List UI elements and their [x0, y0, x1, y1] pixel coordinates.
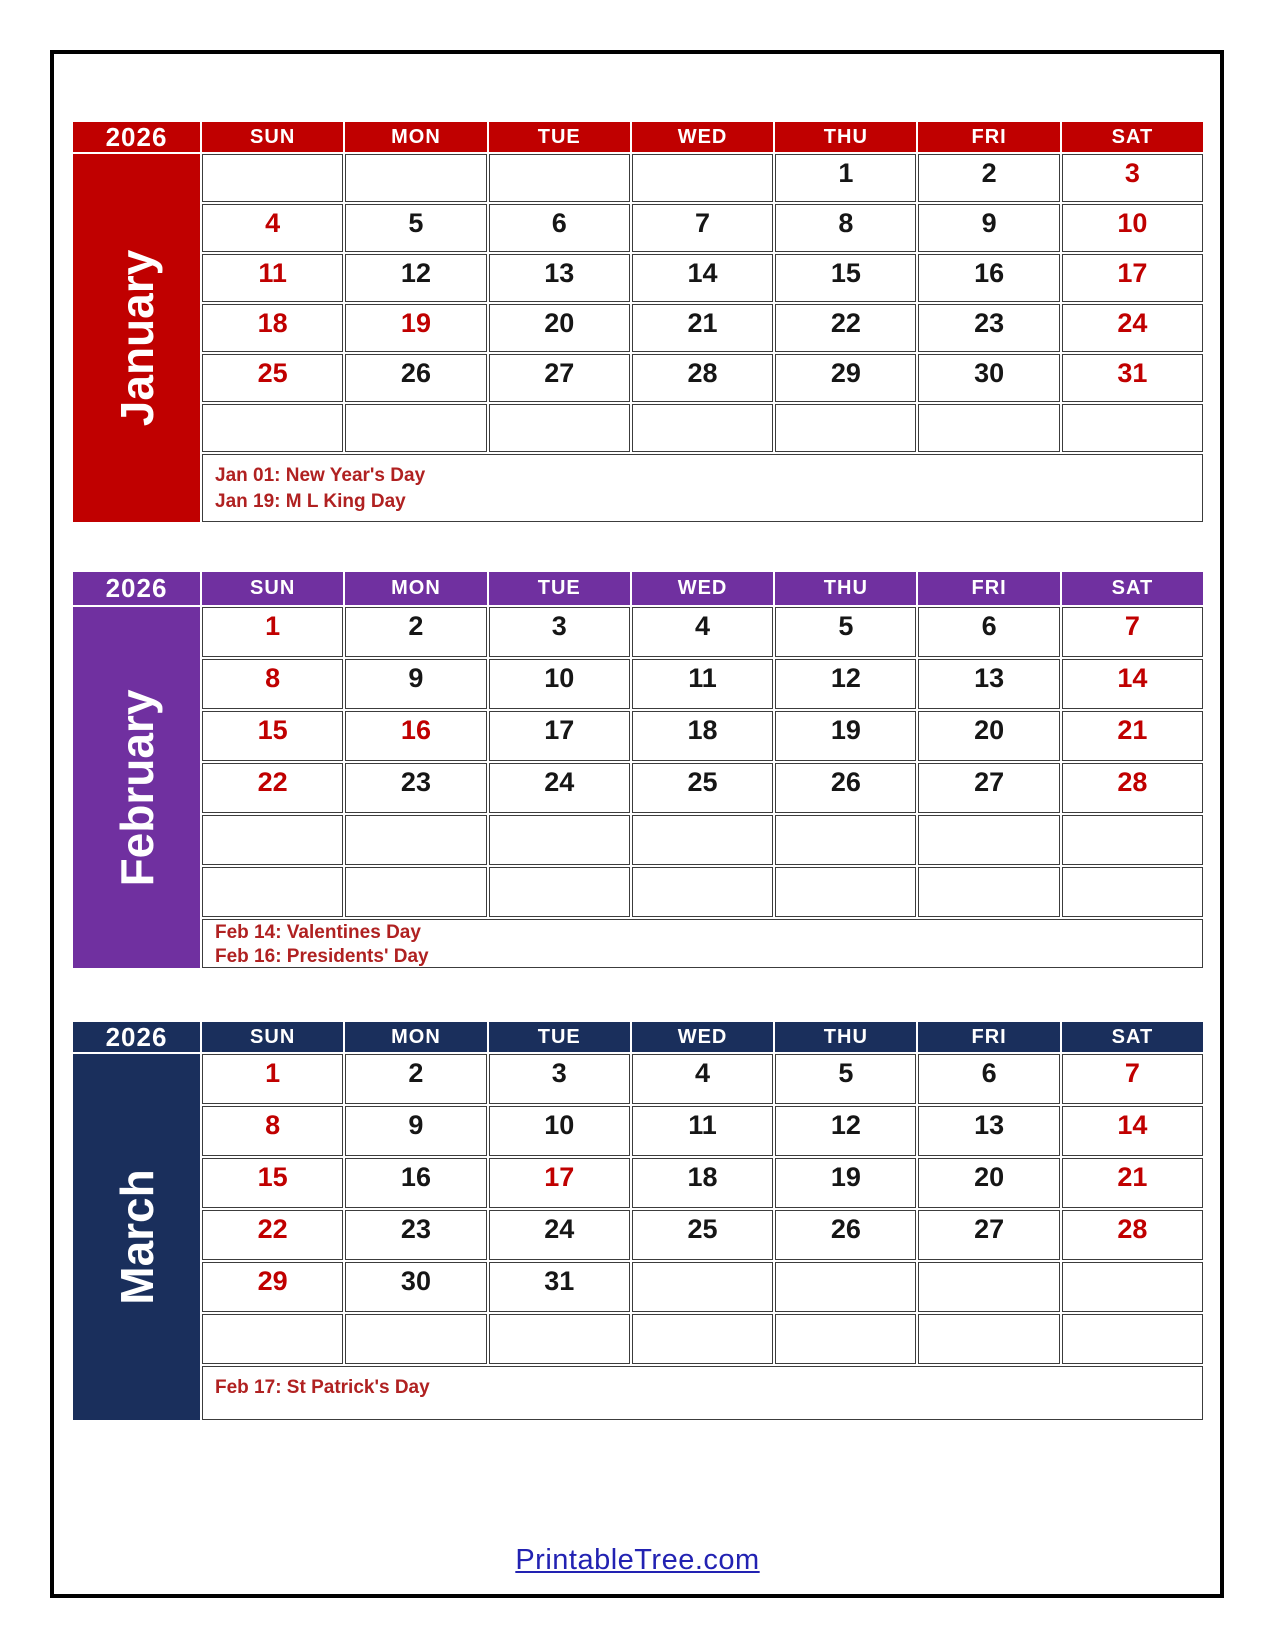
date-cell: 6 — [489, 204, 630, 252]
date-cell: 21 — [1062, 711, 1203, 761]
date-cell: 19 — [775, 1158, 916, 1208]
calendar-grid-january — [73, 122, 1205, 522]
date-cell: 4 — [202, 204, 343, 252]
day-header-wed: WED — [632, 572, 773, 605]
date-cell: 1 — [202, 607, 343, 657]
month-january — [73, 122, 1205, 522]
date-cell: 2 — [345, 1054, 486, 1104]
date-cell: 29 — [202, 1262, 343, 1312]
empty-date-cell — [918, 1262, 1059, 1312]
date-cell: 20 — [489, 304, 630, 352]
date-cell: 30 — [345, 1262, 486, 1312]
empty-date-cell — [632, 154, 773, 202]
year-cell-february: 2026 — [73, 572, 200, 605]
date-cell: 6 — [918, 607, 1059, 657]
date-cell: 16 — [918, 254, 1059, 302]
date-cell: 18 — [632, 1158, 773, 1208]
date-cell: 21 — [632, 304, 773, 352]
date-cell: 26 — [775, 763, 916, 813]
empty-date-cell — [775, 1262, 916, 1312]
empty-date-cell — [489, 154, 630, 202]
holiday-notes — [202, 1366, 1203, 1420]
empty-date-cell — [345, 867, 486, 917]
date-cell: 18 — [202, 304, 343, 352]
date-cell: 20 — [918, 711, 1059, 761]
empty-date-cell — [632, 404, 773, 452]
date-cell: 11 — [632, 659, 773, 709]
empty-date-cell — [775, 404, 916, 452]
empty-date-cell — [489, 1314, 630, 1364]
day-header-sat: SAT — [1062, 1022, 1203, 1052]
date-cell: 10 — [1062, 204, 1203, 252]
date-cell: 18 — [632, 711, 773, 761]
date-cell: 10 — [489, 659, 630, 709]
empty-date-cell — [1062, 1262, 1203, 1312]
date-cell: 25 — [632, 1210, 773, 1260]
date-cell: 23 — [345, 1210, 486, 1260]
day-header-sun: SUN — [202, 572, 343, 605]
empty-date-cell — [775, 867, 916, 917]
month-name-sidebar — [73, 1054, 200, 1420]
empty-date-cell — [918, 1314, 1059, 1364]
date-cell: 4 — [632, 607, 773, 657]
month-name-sidebar — [73, 607, 200, 968]
date-cell: 15 — [775, 254, 916, 302]
empty-date-cell — [202, 815, 343, 865]
day-header-mon: MON — [345, 1022, 486, 1052]
date-cell: 26 — [775, 1210, 916, 1260]
date-cell: 29 — [775, 354, 916, 402]
date-cell: 9 — [345, 1106, 486, 1156]
day-header-tue: TUE — [489, 1022, 630, 1052]
date-cell: 19 — [775, 711, 916, 761]
date-cell: 20 — [918, 1158, 1059, 1208]
date-cell: 26 — [345, 354, 486, 402]
empty-date-cell — [202, 154, 343, 202]
date-cell: 14 — [632, 254, 773, 302]
footer-link[interactable]: PrintableTree.com — [515, 1544, 760, 1576]
date-cell: 3 — [489, 607, 630, 657]
day-header-fri: FRI — [918, 122, 1059, 152]
month-name-label: March — [110, 1169, 163, 1305]
day-header-sun: SUN — [202, 122, 343, 152]
date-cell: 2 — [345, 607, 486, 657]
month-march — [73, 1022, 1205, 1420]
date-cell: 6 — [918, 1054, 1059, 1104]
day-header-thu: THU — [775, 572, 916, 605]
date-cell: 3 — [489, 1054, 630, 1104]
day-header-mon: MON — [345, 122, 486, 152]
empty-date-cell — [775, 1314, 916, 1364]
date-cell: 14 — [1062, 659, 1203, 709]
date-cell: 22 — [202, 1210, 343, 1260]
day-header-sat: SAT — [1062, 572, 1203, 605]
empty-date-cell — [489, 404, 630, 452]
empty-date-cell — [202, 404, 343, 452]
empty-date-cell — [345, 404, 486, 452]
date-cell: 5 — [345, 204, 486, 252]
date-cell: 4 — [632, 1054, 773, 1104]
date-cell: 13 — [918, 1106, 1059, 1156]
date-cell: 16 — [345, 711, 486, 761]
month-february — [73, 572, 1205, 968]
holiday-note-line: Feb 14: Valentines Day — [215, 922, 421, 943]
date-cell: 8 — [202, 1106, 343, 1156]
date-cell: 7 — [1062, 1054, 1203, 1104]
empty-date-cell — [632, 1262, 773, 1312]
day-header-fri: FRI — [918, 1022, 1059, 1052]
date-cell: 30 — [918, 354, 1059, 402]
empty-date-cell — [345, 1314, 486, 1364]
date-cell: 1 — [202, 1054, 343, 1104]
empty-date-cell — [775, 815, 916, 865]
date-cell: 27 — [918, 1210, 1059, 1260]
date-cell: 13 — [918, 659, 1059, 709]
date-cell: 17 — [1062, 254, 1203, 302]
empty-date-cell — [489, 815, 630, 865]
date-cell: 24 — [489, 1210, 630, 1260]
empty-date-cell — [489, 867, 630, 917]
date-cell: 28 — [1062, 763, 1203, 813]
holiday-note-line: Jan 01: New Year's Day — [215, 465, 426, 486]
date-cell: 15 — [202, 1158, 343, 1208]
date-cell: 23 — [345, 763, 486, 813]
date-cell: 28 — [1062, 1210, 1203, 1260]
date-cell: 9 — [345, 659, 486, 709]
date-cell: 12 — [345, 254, 486, 302]
date-cell: 12 — [775, 659, 916, 709]
date-cell: 22 — [775, 304, 916, 352]
date-cell: 24 — [1062, 304, 1203, 352]
date-cell: 16 — [345, 1158, 486, 1208]
month-name-sidebar — [73, 154, 200, 522]
calendar-grid-february — [73, 572, 1205, 968]
empty-date-cell — [1062, 867, 1203, 917]
date-cell: 31 — [489, 1262, 630, 1312]
date-cell: 25 — [202, 354, 343, 402]
date-cell: 28 — [632, 354, 773, 402]
date-cell: 5 — [775, 607, 916, 657]
month-name-label: February — [110, 689, 163, 886]
date-cell: 21 — [1062, 1158, 1203, 1208]
day-header-thu: THU — [775, 122, 916, 152]
empty-date-cell — [1062, 815, 1203, 865]
holiday-notes — [202, 919, 1203, 968]
footer — [0, 1544, 1275, 1577]
empty-date-cell — [345, 154, 486, 202]
empty-date-cell — [632, 867, 773, 917]
date-cell: 25 — [632, 763, 773, 813]
day-header-fri: FRI — [918, 572, 1059, 605]
date-cell: 11 — [202, 254, 343, 302]
empty-date-cell — [202, 867, 343, 917]
date-cell: 1 — [775, 154, 916, 202]
date-cell: 8 — [775, 204, 916, 252]
empty-date-cell — [918, 867, 1059, 917]
date-cell: 31 — [1062, 354, 1203, 402]
empty-date-cell — [345, 815, 486, 865]
date-cell: 2 — [918, 154, 1059, 202]
date-cell: 15 — [202, 711, 343, 761]
empty-date-cell — [632, 815, 773, 865]
date-cell: 11 — [632, 1106, 773, 1156]
date-cell: 10 — [489, 1106, 630, 1156]
date-cell: 19 — [345, 304, 486, 352]
date-cell: 27 — [918, 763, 1059, 813]
date-cell: 9 — [918, 204, 1059, 252]
date-cell: 3 — [1062, 154, 1203, 202]
empty-date-cell — [202, 1314, 343, 1364]
date-cell: 7 — [632, 204, 773, 252]
date-cell: 27 — [489, 354, 630, 402]
day-header-wed: WED — [632, 1022, 773, 1052]
day-header-tue: TUE — [489, 572, 630, 605]
holiday-note-line: Feb 17: St Patrick's Day — [215, 1377, 430, 1398]
month-name-label: January — [110, 249, 163, 427]
day-header-sun: SUN — [202, 1022, 343, 1052]
date-cell: 13 — [489, 254, 630, 302]
date-cell: 8 — [202, 659, 343, 709]
day-header-tue: TUE — [489, 122, 630, 152]
holiday-note-line: Feb 16: Presidents' Day — [215, 946, 429, 967]
empty-date-cell — [918, 815, 1059, 865]
holiday-notes — [202, 454, 1203, 522]
holiday-note-line: Jan 19: M L King Day — [215, 491, 406, 512]
date-cell: 17 — [489, 1158, 630, 1208]
date-cell: 22 — [202, 763, 343, 813]
day-header-sat: SAT — [1062, 122, 1203, 152]
date-cell: 12 — [775, 1106, 916, 1156]
empty-date-cell — [918, 404, 1059, 452]
date-cell: 7 — [1062, 607, 1203, 657]
day-header-mon: MON — [345, 572, 486, 605]
empty-date-cell — [632, 1314, 773, 1364]
year-cell-january: 2026 — [73, 122, 200, 152]
date-cell: 24 — [489, 763, 630, 813]
date-cell: 14 — [1062, 1106, 1203, 1156]
day-header-wed: WED — [632, 122, 773, 152]
empty-date-cell — [1062, 1314, 1203, 1364]
date-cell: 23 — [918, 304, 1059, 352]
date-cell: 5 — [775, 1054, 916, 1104]
calendar-grid-march — [73, 1022, 1205, 1420]
year-cell-march: 2026 — [73, 1022, 200, 1052]
date-cell: 17 — [489, 711, 630, 761]
day-header-thu: THU — [775, 1022, 916, 1052]
empty-date-cell — [1062, 404, 1203, 452]
